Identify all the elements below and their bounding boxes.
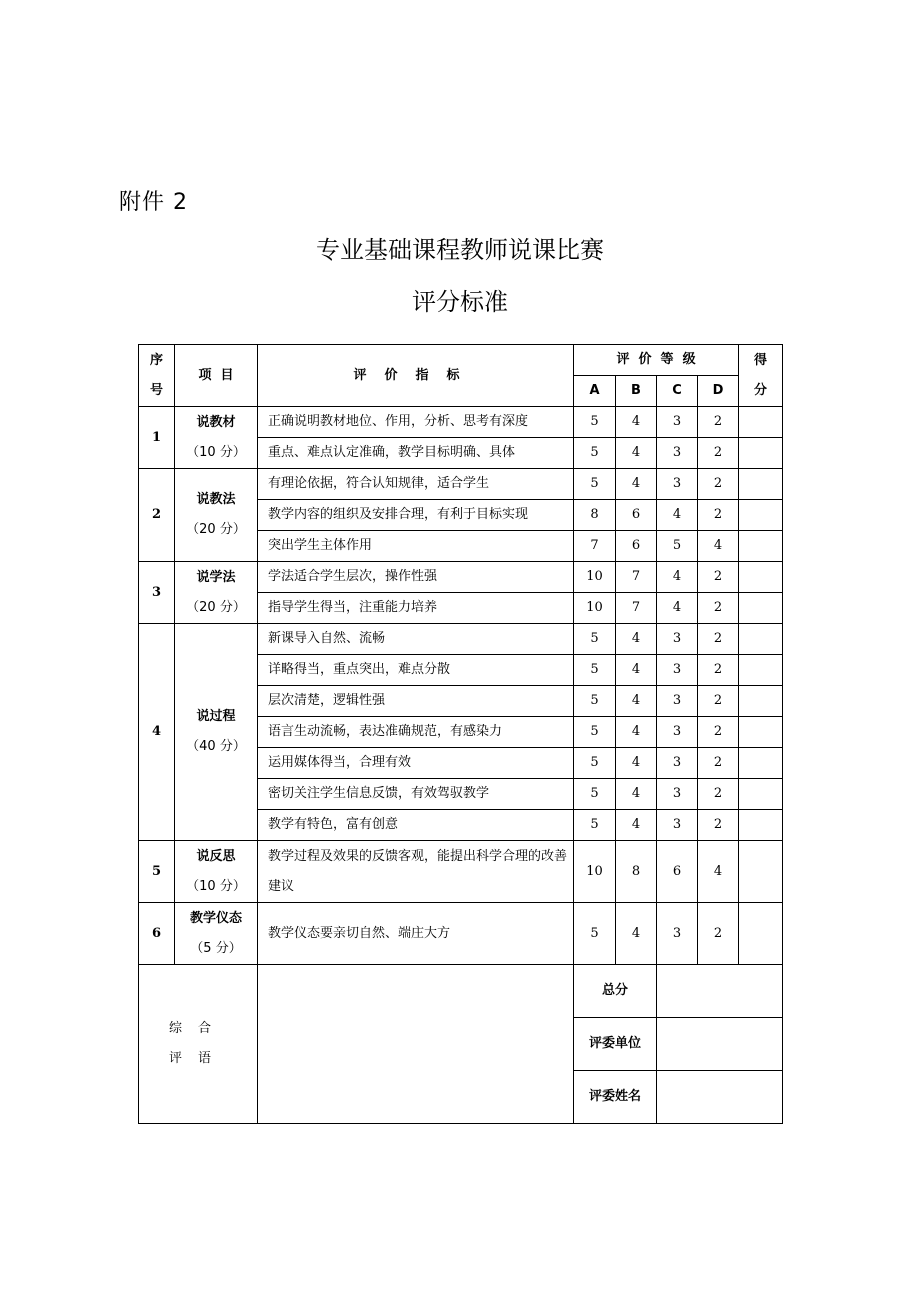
total-field[interactable] (657, 965, 783, 1018)
grade-value: 5 (574, 655, 616, 686)
score-cell[interactable] (739, 810, 783, 841)
grade-value: 4 (616, 624, 657, 655)
grade-col-b: B (616, 376, 657, 407)
section-name: 说过程 (196, 709, 236, 724)
section-name: 说教法 (196, 492, 236, 507)
section-points: （20 分） (186, 522, 246, 537)
section-item (175, 903, 258, 965)
grade-value: 3 (657, 655, 698, 686)
section-points: （10 分） (186, 444, 246, 460)
section-item (175, 841, 258, 903)
grade-value: 4 (698, 841, 739, 903)
grade-value: 3 (657, 903, 698, 965)
section-item (175, 469, 258, 562)
grade-value: 4 (698, 531, 739, 562)
comment-label (139, 965, 258, 1124)
criterion-text: 学法适合学生层次，操作性强 (258, 562, 574, 593)
section-name: 说学法 (196, 569, 236, 585)
grade-value: 6 (616, 531, 657, 562)
grade-col-d: D (698, 376, 739, 407)
section-index: 6 (139, 903, 175, 965)
criterion-text: 正确说明教材地位、作用，分析、思考有深度 (258, 407, 574, 438)
section-index: 4 (139, 624, 175, 841)
score-cell[interactable] (739, 686, 783, 717)
table-row (139, 903, 783, 965)
criterion-text: 密切关注学生信息反馈，有效驾驭教学 (258, 779, 574, 810)
grade-value: 2 (698, 655, 739, 686)
grade-value: 5 (574, 717, 616, 748)
grade-value: 7 (574, 531, 616, 562)
grade-value: 2 (698, 686, 739, 717)
grade-value: 5 (574, 748, 616, 779)
grade-col-a: A (574, 376, 616, 407)
grade-value: 5 (574, 810, 616, 841)
section-points: （10 分） (186, 878, 246, 894)
score-header: 得 分 (739, 345, 783, 407)
criterion-text: 新课导入自然、流畅 (258, 624, 574, 655)
score-cell[interactable] (739, 469, 783, 500)
score-cell[interactable] (739, 500, 783, 531)
grade-value: 10 (574, 562, 616, 593)
score-cell[interactable] (739, 438, 783, 469)
index-header: 序 号 (139, 345, 175, 407)
scoring-table (138, 344, 783, 1124)
grade-value: 3 (657, 810, 698, 841)
grade-value: 4 (657, 562, 698, 593)
section-index: 1 (139, 407, 175, 469)
grade-value: 3 (657, 748, 698, 779)
score-cell[interactable] (739, 903, 783, 965)
criterion-text: 有理论依据，符合认知规律，适合学生 (258, 469, 574, 500)
criterion-text: 详略得当，重点突出，难点分散 (258, 655, 574, 686)
judge-unit-field[interactable] (657, 1018, 783, 1071)
grade-value: 2 (698, 438, 739, 469)
page-subtitle: 评分标准 (412, 288, 508, 316)
grade-value: 2 (698, 717, 739, 748)
grade-value: 4 (616, 717, 657, 748)
section-item (175, 407, 258, 469)
table-row (139, 562, 783, 593)
section-name: 说教材 (196, 414, 236, 430)
table-row (139, 407, 783, 438)
footer-row-total (139, 965, 783, 1018)
grade-header: 评 价 等 级 (574, 345, 739, 376)
comment-field[interactable] (258, 965, 574, 1124)
judge-unit-label: 评委单位 (574, 1018, 657, 1071)
grade-value: 3 (657, 407, 698, 438)
section-index: 3 (139, 562, 175, 624)
grade-value: 3 (657, 686, 698, 717)
grade-value: 4 (657, 500, 698, 531)
grade-value: 4 (616, 407, 657, 438)
score-cell[interactable] (739, 593, 783, 624)
grade-value: 5 (574, 438, 616, 469)
grade-value: 4 (616, 686, 657, 717)
grade-value: 4 (616, 469, 657, 500)
grade-value: 10 (574, 841, 616, 903)
grade-value: 2 (698, 469, 739, 500)
section-points: （20 分） (186, 599, 246, 615)
section-name: 说反思 (196, 848, 236, 864)
grade-value: 10 (574, 593, 616, 624)
grade-value: 2 (698, 593, 739, 624)
grade-value: 7 (616, 593, 657, 624)
grade-value: 5 (574, 407, 616, 438)
score-cell[interactable] (739, 655, 783, 686)
comment-label-line1: 综合 (168, 1021, 227, 1036)
section-item (175, 624, 258, 841)
score-cell[interactable] (739, 779, 783, 810)
grade-value: 2 (698, 624, 739, 655)
comment-label-line2: 评语 (168, 1051, 227, 1066)
section-name: 教学仪态 (189, 910, 242, 926)
criterion-text: 指导学生得当，注重能力培养 (258, 593, 574, 624)
score-cell[interactable] (739, 748, 783, 779)
criterion-text: 层次清楚，逻辑性强 (258, 686, 574, 717)
grade-col-c: C (657, 376, 698, 407)
criterion-text: 教学过程及效果的反馈客观，能提出科学合理的改善建议 (258, 841, 574, 903)
score-cell[interactable] (739, 531, 783, 562)
grade-value: 4 (616, 779, 657, 810)
grade-value: 3 (657, 779, 698, 810)
grade-value: 8 (616, 841, 657, 903)
table-row (139, 469, 783, 500)
grade-value: 5 (574, 469, 616, 500)
grade-value: 4 (616, 748, 657, 779)
grade-value: 4 (657, 593, 698, 624)
grade-value: 5 (574, 624, 616, 655)
criterion-text: 教学仪态要亲切自然、端庄大方 (258, 903, 574, 965)
section-points: （40 分） (186, 739, 246, 754)
grade-value: 8 (574, 500, 616, 531)
score-cell[interactable] (739, 624, 783, 655)
grade-value: 2 (698, 562, 739, 593)
criterion-text: 教学内容的组织及安排合理，有利于目标实现 (258, 500, 574, 531)
criterion-text: 语言生动流畅，表达准确规范，有感染力 (258, 717, 574, 748)
grade-value: 5 (574, 686, 616, 717)
score-cell[interactable] (739, 407, 783, 438)
item-header: 项 目 (175, 345, 258, 407)
section-index: 2 (139, 469, 175, 562)
grade-value: 3 (657, 717, 698, 748)
grade-value: 4 (616, 903, 657, 965)
grade-value: 5 (657, 531, 698, 562)
grade-value: 4 (616, 655, 657, 686)
grade-value: 2 (698, 810, 739, 841)
score-cell[interactable] (739, 562, 783, 593)
grade-value: 3 (657, 624, 698, 655)
grade-value: 4 (616, 438, 657, 469)
total-label: 总分 (574, 965, 657, 1018)
grade-value: 5 (574, 903, 616, 965)
grade-value: 2 (698, 903, 739, 965)
criterion-text: 重点、难点认定准确，教学目标明确、具体 (258, 438, 574, 469)
grade-value: 2 (698, 407, 739, 438)
page-title: 专业基础课程教师说课比赛 (316, 236, 604, 264)
table-row (139, 624, 783, 655)
criterion-text: 教学有特色，富有创意 (258, 810, 574, 841)
grade-value: 4 (616, 810, 657, 841)
grade-value: 6 (657, 841, 698, 903)
grade-value: 3 (657, 438, 698, 469)
grade-value: 7 (616, 562, 657, 593)
attachment-label: 附件 2 (119, 190, 188, 215)
header-row (139, 345, 783, 376)
criteria-header: 评价指标 (258, 345, 574, 407)
grade-value: 5 (574, 779, 616, 810)
section-item (175, 562, 258, 624)
section-points: （5 分） (190, 940, 242, 956)
section-index: 5 (139, 841, 175, 903)
table-row (139, 841, 783, 903)
grade-value: 2 (698, 779, 739, 810)
score-cell[interactable] (739, 717, 783, 748)
judge-name-field[interactable] (657, 1071, 783, 1124)
score-cell[interactable] (739, 841, 783, 903)
judge-name-label: 评委姓名 (574, 1071, 657, 1124)
grade-value: 2 (698, 748, 739, 779)
grade-value: 3 (657, 469, 698, 500)
criterion-text: 突出学生主体作用 (258, 531, 574, 562)
grade-value: 6 (616, 500, 657, 531)
grade-value: 2 (698, 500, 739, 531)
criterion-text: 运用媒体得当，合理有效 (258, 748, 574, 779)
